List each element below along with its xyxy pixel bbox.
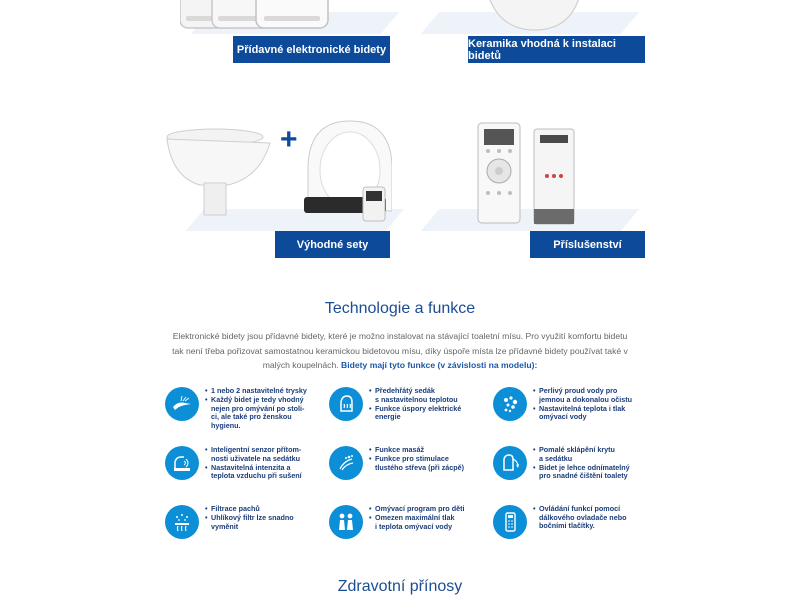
feature-item: • Nastavitelná intenzita a teplota vzduchu při sušení (205, 464, 333, 481)
intro-text: Elektronické bidety jsou přídavné bidety, které je možno instalovat na stávající toaletní mísu. Pro využití komfortu bidetu tak není třeba pořizovat samostatnou keramickou bidetovou mísu, díky úspoře místa lze přídavné bidety používat také v malých koupelnách. (172, 331, 628, 370)
water-jet-icon (165, 387, 199, 421)
feature-item: • Bidet je lehce odnímatelný pro snadné čištění toalety (533, 464, 661, 481)
technology-title: Technologie a funkce (324, 300, 476, 317)
odor-filter-icon (165, 505, 199, 539)
feature-item: • Omývací program pro děti (369, 505, 497, 514)
feature-item: • Filtrace pachů (205, 505, 333, 514)
product-card-ceramics[interactable] (410, 0, 645, 65)
health-benefits-title: Zdravotní přínosy (337, 578, 463, 595)
feature-list (205, 446, 333, 481)
intro-functions-note: Bidety mají tyto funkce (v závislosti na modelu): (341, 360, 538, 370)
toilet-set-image (160, 115, 392, 227)
feature-item: • Pomalé sklápění krytu a sedátku (533, 446, 661, 463)
feature-item: • Funkce úspory elektrické energie (369, 405, 497, 422)
feature-list (369, 387, 497, 422)
soft-close-icon (493, 446, 527, 480)
remote-controls-image (476, 121, 581, 229)
feature-item: • 1 nebo 2 nastavitelné trysky (205, 387, 333, 396)
kids-icon (329, 505, 363, 539)
feature-item: • Uhlíkový filtr lze snadno vyměnit (205, 514, 333, 531)
plus-sign: + (280, 123, 298, 156)
feature-soft-close (493, 446, 693, 501)
heated-seat-icon (329, 387, 363, 421)
remote-control-icon (493, 505, 527, 539)
product-card-accessories[interactable] (410, 115, 645, 260)
feature-item: • Omezen maximální tlak i teplota omývací vody (369, 514, 497, 531)
product-link-ceramics[interactable]: Keramika vhodná k instalaci bidetů (468, 36, 645, 63)
feature-item: • Inteligentní senzor přítom- nosti uživatele na sedátku (205, 446, 333, 463)
product-card-electronic-bidets[interactable] (160, 0, 390, 65)
product-link-sets[interactable]: Výhodné sety (275, 231, 390, 258)
feature-bubble-water (493, 387, 693, 442)
massage-icon (329, 446, 363, 480)
feature-item: • Předehřátý sedák s nastavitelnou teplotou (369, 387, 497, 404)
feature-item: • Funkce pro stimulace tlustého střeva (při zácpě) (369, 455, 497, 472)
product-link-electronic-bidets[interactable]: Přídavné elektronické bidety (233, 36, 390, 63)
feature-item: • Funkce masáž (369, 446, 497, 455)
bidet-seats-image (180, 0, 350, 32)
feature-list (369, 505, 497, 532)
feature-list (369, 446, 497, 473)
feature-list (205, 505, 333, 532)
product-link-accessories[interactable]: Příslušenství (530, 231, 645, 258)
feature-list (533, 505, 661, 531)
product-card-sets[interactable] (160, 115, 390, 260)
technology-intro (170, 329, 630, 373)
bubble-water-icon (493, 387, 527, 421)
feature-item: • Perlivý proud vody pro jemnou a dokonalou očistu (533, 387, 661, 404)
feature-item: • Ovládání funkcí pomocí dálkového ovladače nebo bočními tlačítky. (533, 505, 661, 531)
feature-list (533, 387, 661, 422)
feature-list (533, 446, 661, 481)
feature-item: • Nastavitelná teplota i tlak omývací vody (533, 405, 661, 422)
toilet-bowl-image (480, 0, 590, 32)
feature-remote-control (493, 505, 693, 560)
feature-list (205, 387, 333, 431)
user-sensor-icon (165, 446, 199, 480)
feature-item: • Každý bidet je tedy vhodný nejen pro omývání po stoli- ci, ale také pro ženskou hygienu. (205, 396, 333, 430)
